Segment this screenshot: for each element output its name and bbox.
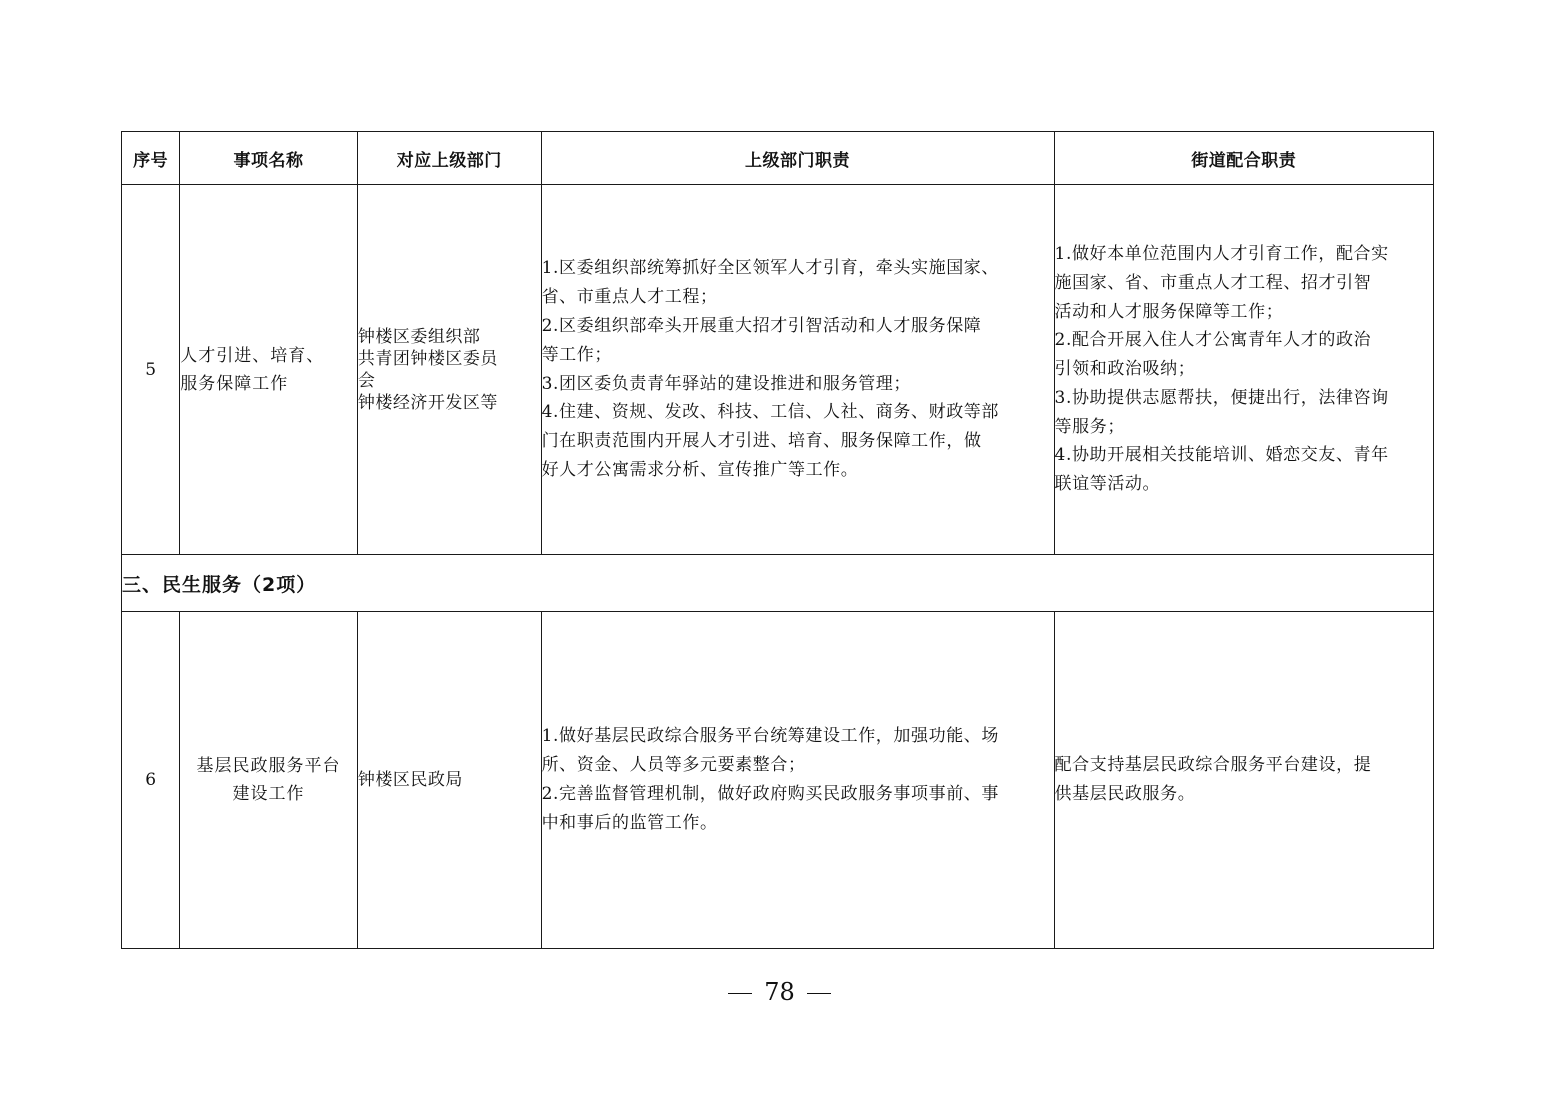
table-row bbox=[122, 612, 1434, 949]
page-number: 78 bbox=[764, 978, 795, 1006]
table-header-row bbox=[122, 132, 1434, 185]
text-line: 2.配合开展入住人才公寓青年人才的政治 bbox=[1054, 330, 1372, 351]
text-line: 钟楼区民政局 bbox=[357, 770, 463, 790]
header-upper-dept: 对应上级部门 bbox=[357, 132, 541, 185]
row-upper-dept bbox=[357, 185, 541, 555]
section-title: 三、民生服务（2项） bbox=[122, 555, 1434, 612]
text-line: 服务保障工作 bbox=[180, 373, 289, 394]
text-line: 基层民政服务平台 bbox=[196, 756, 341, 776]
row-street-duty bbox=[1054, 185, 1433, 555]
text-line: 3.团区委负责青年驿站的建设推进和服务管理； bbox=[541, 373, 911, 394]
header-upper-duty: 上级部门职责 bbox=[541, 132, 1054, 185]
text-line: 4.协助开展相关技能培训、婚恋交友、青年 bbox=[1054, 445, 1389, 466]
text-line: 建设工作 bbox=[232, 784, 305, 804]
text-line: 活动和人才服务保障等工作； bbox=[1054, 301, 1284, 322]
page-footer bbox=[0, 978, 1559, 1006]
footer-dash-left bbox=[728, 993, 752, 995]
text-line: 2.区委组织部牵头开展重大招才引智活动和人才服务保障 bbox=[541, 315, 982, 336]
text-line: 1.做好基层民政综合服务平台统筹建设工作，加强功能、场 bbox=[541, 726, 999, 747]
text-line: 中和事后的监管工作。 bbox=[541, 812, 718, 833]
row-upper-duty bbox=[541, 185, 1054, 555]
text-line: 1.做好本单位范围内人才引育工作，配合实 bbox=[1054, 243, 1389, 264]
row-upper-dept bbox=[357, 612, 541, 949]
text-line: 配合支持基层民政综合服务平台建设，提 bbox=[1054, 755, 1372, 776]
row-seq: 6 bbox=[122, 612, 180, 949]
text-line: 施国家、省、市重点人才工程、招才引智 bbox=[1054, 272, 1372, 293]
duty-table bbox=[121, 131, 1434, 949]
row-seq: 5 bbox=[122, 185, 180, 555]
text-line: 省、市重点人才工程； bbox=[541, 287, 718, 308]
section-row bbox=[122, 555, 1434, 612]
text-line: 引领和政治吸纳； bbox=[1054, 359, 1196, 380]
table-row bbox=[122, 185, 1434, 555]
row-street-duty bbox=[1054, 612, 1433, 949]
text-line: 3.协助提供志愿帮扶，便捷出行，法律咨询 bbox=[1054, 387, 1389, 408]
text-line: 会 bbox=[357, 370, 376, 391]
text-line: 1.区委组织部统筹抓好全区领军人才引育，牵头实施国家、 bbox=[541, 258, 999, 279]
row-upper-duty bbox=[541, 612, 1054, 949]
footer-dash-right bbox=[807, 993, 831, 995]
text-line: 人才引进、培育、 bbox=[180, 345, 325, 366]
text-line: 4.住建、资规、发改、科技、工信、人社、商务、财政等部 bbox=[541, 402, 999, 423]
header-item-name: 事项名称 bbox=[180, 132, 358, 185]
row-item-name bbox=[180, 612, 358, 949]
text-line: 2.完善监督管理机制，做好政府购买民政服务事项事前、事 bbox=[541, 784, 999, 804]
text-line: 等服务； bbox=[1054, 416, 1125, 437]
text-line: 好人才公寓需求分析、宣传推广等工作。 bbox=[541, 459, 859, 480]
text-line: 共青团钟楼区委员 bbox=[357, 348, 498, 369]
row-item-name bbox=[180, 185, 358, 555]
text-line: 钟楼区委组织部 bbox=[357, 326, 481, 347]
text-line: 所、资金、人员等多元要素整合； bbox=[541, 755, 806, 776]
text-line: 等工作； bbox=[541, 344, 612, 365]
text-line: 供基层民政服务。 bbox=[1054, 784, 1196, 804]
header-seq: 序号 bbox=[122, 132, 180, 185]
text-line: 门在职责范围内开展人才引进、培育、服务保障工作，做 bbox=[541, 431, 982, 452]
text-line: 联谊等活动。 bbox=[1054, 474, 1161, 495]
header-street-duty: 街道配合职责 bbox=[1054, 132, 1433, 185]
text-line: 钟楼经济开发区等 bbox=[357, 392, 498, 413]
